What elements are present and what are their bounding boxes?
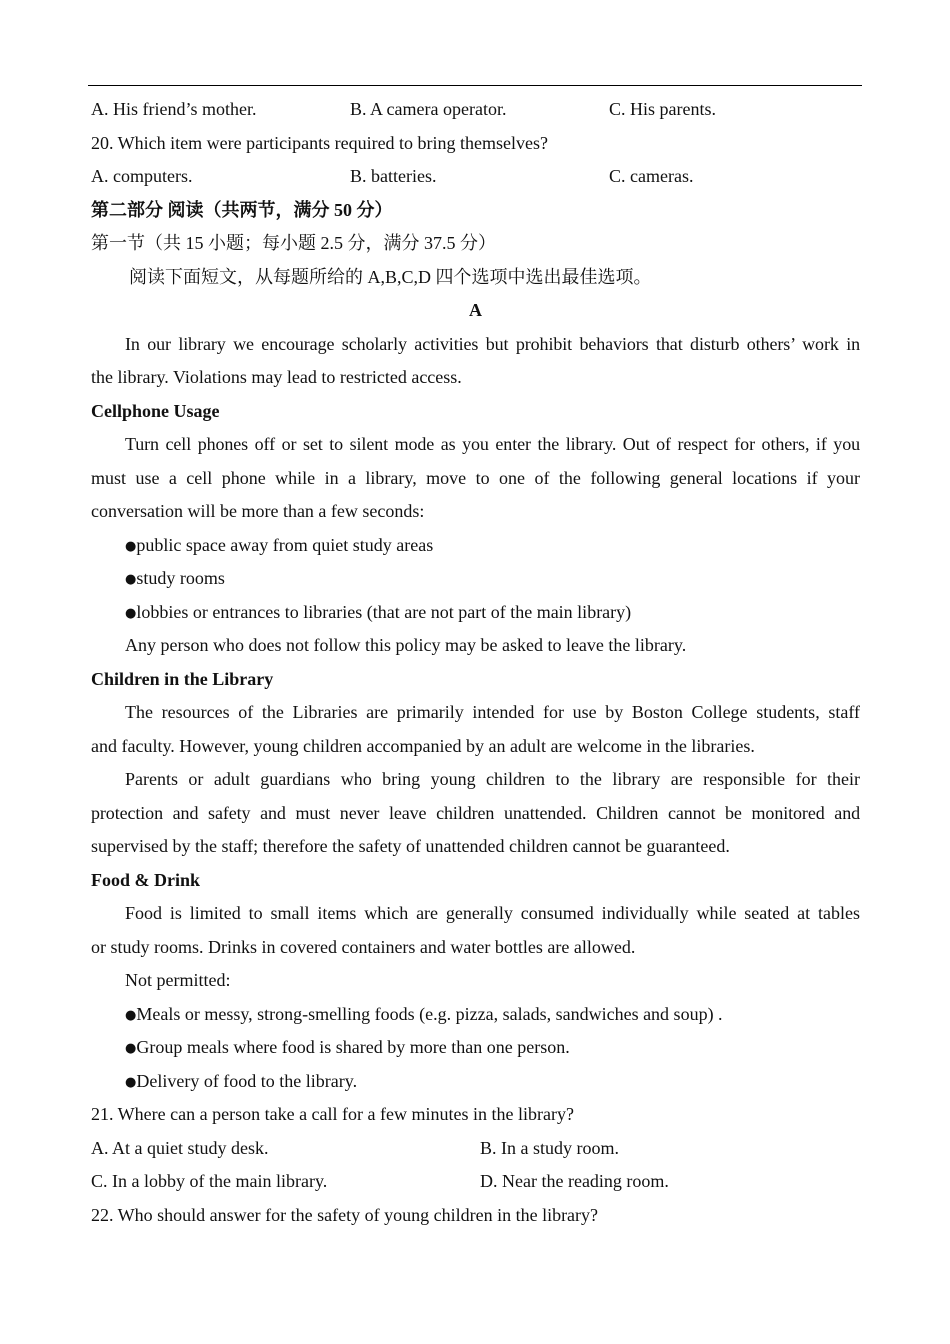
children-line-3: Parents or adult guardians who bring young children to the library are responsible for their: [125, 769, 860, 789]
q21-option-b: B. In a study room.: [480, 1137, 619, 1158]
q19-option-b: B. A camera operator.: [350, 99, 507, 119]
header-rule: [88, 85, 862, 86]
food-line-1: Food is limited to small items which are generally consumed individually while seated at tables: [125, 903, 860, 923]
food-bullet-3: [91, 1065, 860, 1099]
q20-question: 20. Which item were participants required to bring themselves?: [91, 132, 549, 153]
children-line-2: and faculty. However, young children accompanied by an adult are welcome in the libraries.: [91, 735, 755, 756]
cellphone-line-1: Turn cell phones off or set to silent mode as you enter the library. Out of respect for others, if you: [125, 434, 860, 454]
q21-options-row-1: [91, 1132, 860, 1166]
children-line-1: The resources of the Libraries are primarily intended for use by Boston College students, staff: [125, 702, 860, 722]
page-content: [91, 93, 860, 1232]
q22-question: 22. Who should answer for the safety of young children in the library?: [91, 1204, 599, 1225]
part2-heading: 第二部分 阅读（共两节，满分 50 分）: [91, 199, 393, 220]
bullet-text: lobbies or entrances to libraries (that are not part of the main library): [136, 601, 632, 622]
bullet-icon: ●: [125, 1007, 137, 1023]
q20-option-c: C. cameras.: [609, 166, 694, 186]
bullet-text: public space away from quiet study areas: [136, 534, 434, 555]
children-line-4: protection and safety and must never leave children unattended. Children cannot be monitored and: [91, 802, 860, 823]
q19-option-a: A. His friend’s mother.: [91, 99, 257, 119]
bullet-icon: ●: [125, 1041, 137, 1056]
bullet-icon: ●: [125, 538, 137, 554]
bullet-text: Group meals where food is shared by more than one person.: [136, 1037, 570, 1057]
q21-option-d: D. Near the reading room.: [480, 1171, 669, 1191]
food-heading: Food & Drink: [91, 869, 201, 890]
q21-question: 21. Where can a person take a call for a few minutes in the library?: [91, 1104, 574, 1124]
cellphone-line-3: conversation will be more than a few seconds:: [91, 501, 425, 521]
cellphone-bullet-2: [91, 562, 860, 596]
q21-options-row-2: [91, 1165, 860, 1199]
cellphone-line-2: must use a cell phone while in a library, move to one of the following general locations if your: [91, 467, 860, 488]
reading-instruction: 阅读下面短文，从每题所给的 A,B,C,D 四个选项中选出最佳选项。: [129, 266, 652, 287]
q20-option-b: B. batteries.: [350, 166, 437, 186]
section1-heading: 第一节（共 15 小题；每小题 2.5 分，满分 37.5 分）: [91, 233, 496, 253]
cellphone-bullet-3: [91, 596, 860, 630]
cellphone-policy: Any person who does not follow this policy may be asked to leave the library.: [125, 635, 687, 655]
q21-option-c: C. In a lobby of the main library.: [91, 1171, 328, 1191]
q20-option-a: A. computers.: [91, 166, 193, 186]
food-bullet-2: [91, 1031, 860, 1065]
food-not-permitted: Not permitted:: [125, 970, 231, 990]
cellphone-heading: Cellphone Usage: [91, 400, 220, 421]
children-line-5: supervised by the staff; therefore the safety of unattended children cannot be guaranteed.: [91, 836, 730, 856]
passage-label: A: [469, 300, 482, 320]
q20-options: [91, 160, 860, 194]
intro-line-2: the library. Violations may lead to restricted access.: [91, 367, 462, 387]
cellphone-bullet-1: [91, 529, 860, 563]
bullet-text: Delivery of food to the library.: [136, 1070, 358, 1091]
bullet-icon: ●: [125, 1074, 137, 1090]
q19-option-c: C. His parents.: [609, 99, 716, 119]
intro-line-1: In our library we encourage scholarly activities but prohibit behaviors that disturb others’ work in: [125, 333, 860, 354]
food-line-2: or study rooms. Drinks in covered containers and water bottles are allowed.: [91, 936, 636, 957]
food-bullet-1: [91, 998, 860, 1032]
bullet-icon: ●: [125, 572, 137, 587]
bullet-icon: ●: [125, 605, 137, 621]
q19-options: [91, 93, 860, 127]
bullet-text: Meals or messy, strong-smelling foods (e.g. pizza, salads, sandwiches and soup) .: [136, 1003, 723, 1024]
children-heading: Children in the Library: [91, 668, 274, 689]
q21-option-a: A. At a quiet study desk.: [91, 1137, 269, 1158]
bullet-text: study rooms: [136, 568, 225, 588]
